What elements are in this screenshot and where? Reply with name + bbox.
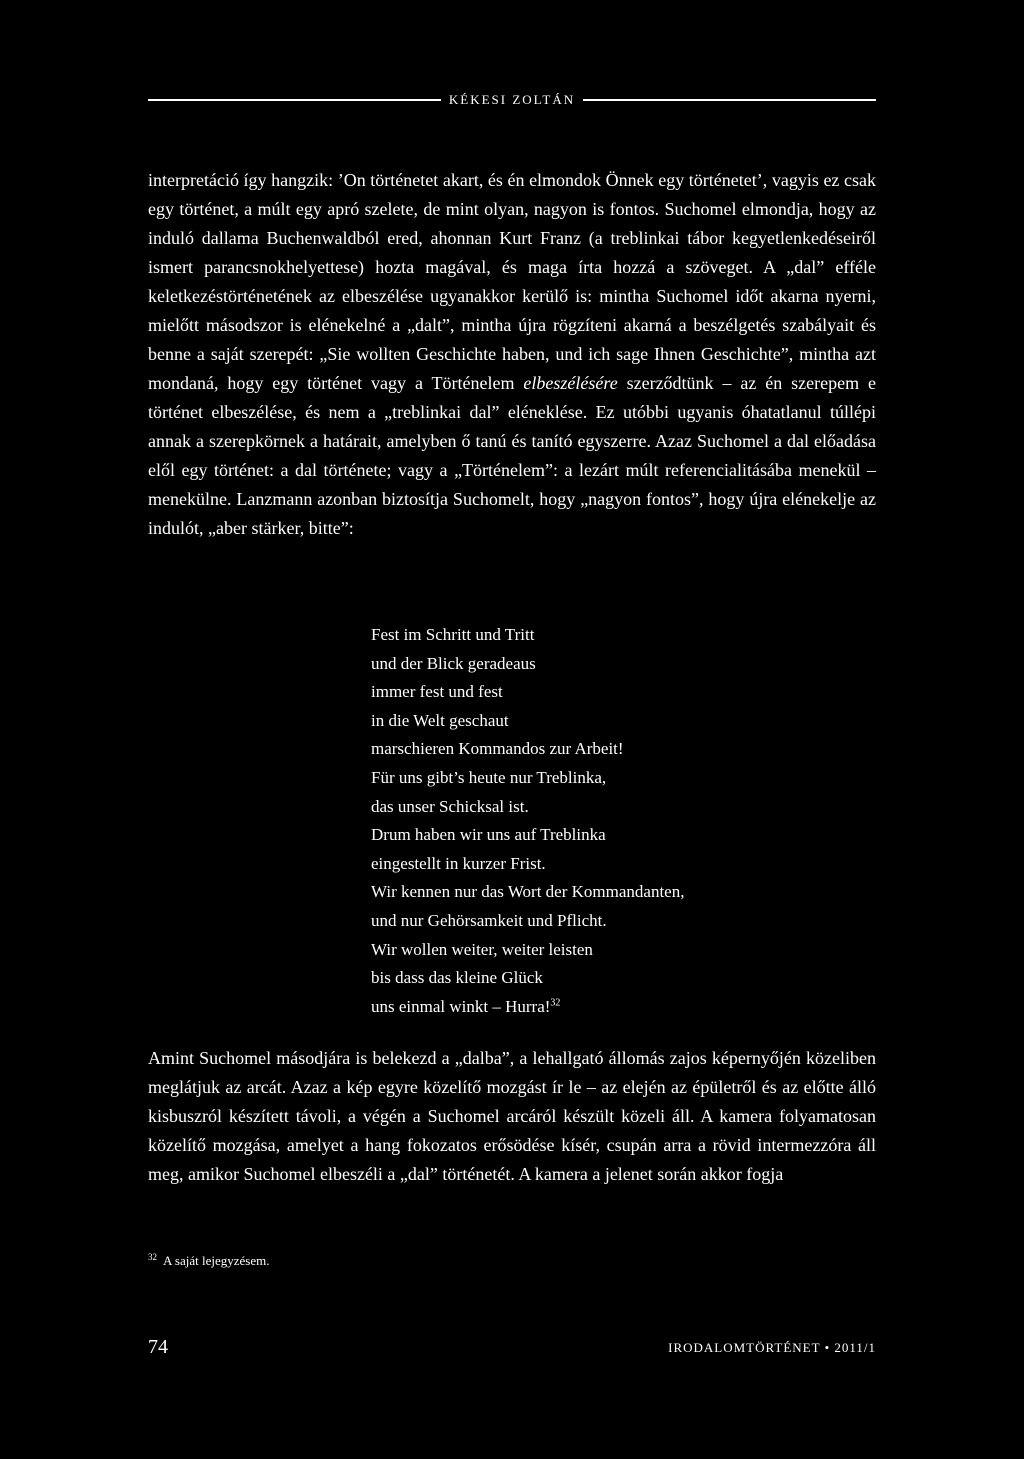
song-lyrics	[371, 621, 684, 1021]
poem-last-line-text: uns einmal winkt – Hurra!	[371, 996, 551, 1016]
paragraph-1-text-b: szerződtünk – az én szerepem e történet elbeszélése, és nem a „treblinkai dal” eléneklése. Ez utóbbi ugyanis óhatatlanul túllépi annak a szerepkörnek a határait, amelyben ő tanú és tanító egyszerre. Azaz Suchomel a dal előadása elől egy történet: a dal története; vagy a „Történelem”: a lezárt múlt referencialitásába menekül – menekülne. Lanzmann azonban biztosítja Suchomelt, hogy „nagyon fontos”, hogy újra elénekelje az indulót, „aber stärker, bitte”:	[148, 373, 876, 538]
header-rule-left	[148, 99, 441, 101]
poem-line: Wir kennen nur das Wort der Kommandanten,	[371, 882, 685, 902]
paragraph-1-text-a: interpretáció így hangzik: ’On történetet akart, és én elmondok Önnek egy történetet’, vagyis ez csak egy történet, a múlt egy apró szelete, de mint olyan, nagyon is fontos. Suchomel elmondja, hogy az induló dallama Buchenwaldból ered, ahonnan Kurt Franz (a treblinkai tábor kegyetlenkedéseiről ismert parancsnokhelyettese) hozta magával, és maga írta hozzá a szöveget. A „dal” efféle keletkezéstörténetének az elbeszélése ugyanakkor kerülő is: mintha Suchomel időt akarna nyerni, mielőtt másodszor is elénekelné a „dalt”, mintha újra rögzíteni akarná a beszélgetés szabályait és benne a saját szerepét: „Sie wollten Geschichte haben, und ich sage Ihnen Geschichte”, mintha azt mondaná, hogy egy történet vagy a Történelem	[148, 170, 876, 393]
journal-title: IRODALOMTÖRTÉNET • 2011/1	[668, 1340, 876, 1355]
footnote-number: 32	[148, 1251, 157, 1262]
poem-line: immer fest und fest	[371, 682, 503, 702]
footnote-reference[interactable]: 32	[550, 997, 561, 1009]
poem-line: das unser Schicksal ist.	[371, 796, 529, 816]
poem-line: in die Welt geschaut	[371, 710, 509, 730]
running-header	[148, 92, 876, 108]
poem-line: und nur Gehörsamkeit und Pflicht.	[371, 910, 607, 930]
poem-line: und der Blick geradeaus	[371, 653, 536, 673]
footnote-text: A saját lejegyzésem.	[163, 1253, 270, 1268]
footnote	[148, 1252, 270, 1270]
poem-line: eingestellt in kurzer Frist.	[371, 853, 546, 873]
page-number: 74	[148, 1336, 168, 1358]
poem-line: Drum haben wir uns auf Treblinka	[371, 825, 606, 845]
body-paragraph-1	[148, 166, 876, 543]
poem-line: Für uns gibt’s heute nur Treblinka,	[371, 767, 607, 787]
paragraph-1-italic-word: elbeszélésére	[523, 373, 618, 393]
poem-line: Fest im Schritt und Tritt	[371, 625, 535, 644]
header-rule-right	[583, 99, 876, 101]
poem-line: marschieren Kommandos zur Arbeit!	[371, 739, 624, 759]
poem-line: Wir wollen weiter, weiter leisten	[371, 939, 593, 959]
header-author: KÉKESI ZOLTÁN	[448, 92, 576, 107]
poem-line-last	[371, 993, 684, 1022]
poem-line: bis dass das kleine Glück	[371, 968, 543, 988]
paragraph-2-text: Amint Suchomel másodjára is belekezd a „dalba”, a lehallgató állomás zajos képernyőjén közeliben meglátjuk az arcát. Azaz a kép egyre közelítő mozgást ír le – az elején az épületről és az előtte álló kisbuszról készített távoli, a végén a Suchomel arcáról készült közeli áll. A kamera folyamatosan közelítő mozgása, amelyet a hang fokozatos erősödése kísér, csupán arra a rövid intermezzóra áll meg, amikor Suchomel elbeszéli a „dal” történetét. A kamera a jelenet során akkor fogja	[148, 1048, 876, 1184]
body-paragraph-2	[148, 1044, 876, 1189]
